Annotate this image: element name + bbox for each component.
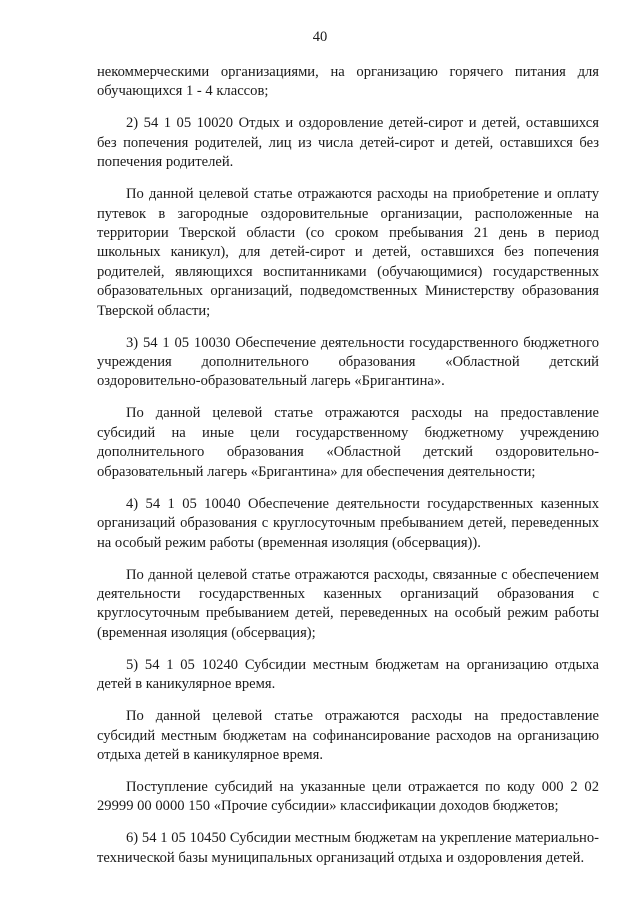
paragraph-item-6-heading: 6) 54 1 05 10450 Субсидии местным бюджетам на укрепление материально-технической базы муниципальных организаций отдыха и оздоровления детей. [97,830,599,866]
paragraph-item-2-description: По данной целевой статье отражаются расходы на приобретение и оплату путевок в загородные оздоровительные организации, расположенные на территории Тверской области (со сроком пребывания 21 день в период школьных каникул), для детей-сирот и детей, оставшихся без попечения родителей, являющихся воспитанниками (обучающимися) государственных образовательных организаций, подведомственных Министерству образования Тверской области; [97,186,599,319]
paragraph-item-5-revenue-note: Поступление субсидий на указанные цели отражается по коду 000 2 02 29999 00 0000 150 «Прочие субсидии» классификации доходов бюджетов; [97,778,599,815]
paragraph-item-4-heading: 4) 54 1 05 10040 Обеспечение деятельности государственных казенных организаций образования с круглосуточным пребыванием детей, переведенных на особый режим работы (временная изоляция (обсервация)). [97,495,599,551]
paragraph-item-3-heading: 3) 54 1 05 10030 Обеспечение деятельности государственного бюджетного учреждения дополнительного образования «Областной детский оздоровительно-образовательный лагерь «Бригантина». [97,334,599,390]
paragraph-item-5-description: По данной целевой статье отражаются расходы на предоставление субсидий местным бюджетам на софинансирование расходов на организацию отдыха детей в каникулярное время. [97,708,599,763]
paragraph-item-2-heading: 2) 54 1 05 10020 Отдых и оздоровление детей-сирот и детей, оставшихся без попечения родителей, лиц из числа детей-сирот и детей, оставшихся без попечения родителей. [97,115,599,171]
page-number: 40 [312,29,328,45]
paragraph-item-5-heading: 5) 54 1 05 10240 Субсидии местным бюджетам на организацию отдыха детей в каникулярное время. [97,656,599,693]
paragraph-item-4-description: По данной целевой статье отражаются расходы, связанные с обеспечением деятельности государственных казенных организаций образования с круглосуточным пребыванием детей, переведенных на особый режим работы (временная изоляция (обсервация); [97,566,599,641]
paragraph-item-3-description: По данной целевой статье отражаются расходы на предоставление субсидий на иные цели государственному бюджетному учреждению дополнительного образования «Областной детский оздоровительно-образовательный лагерь «Бригантина» для обеспечения деятельности; [97,405,599,480]
paragraph-continuation: некоммерческими организациями, на организацию горячего питания для обучающихся 1 - 4 классов; [97,64,599,100]
document-body [97,63,599,881]
